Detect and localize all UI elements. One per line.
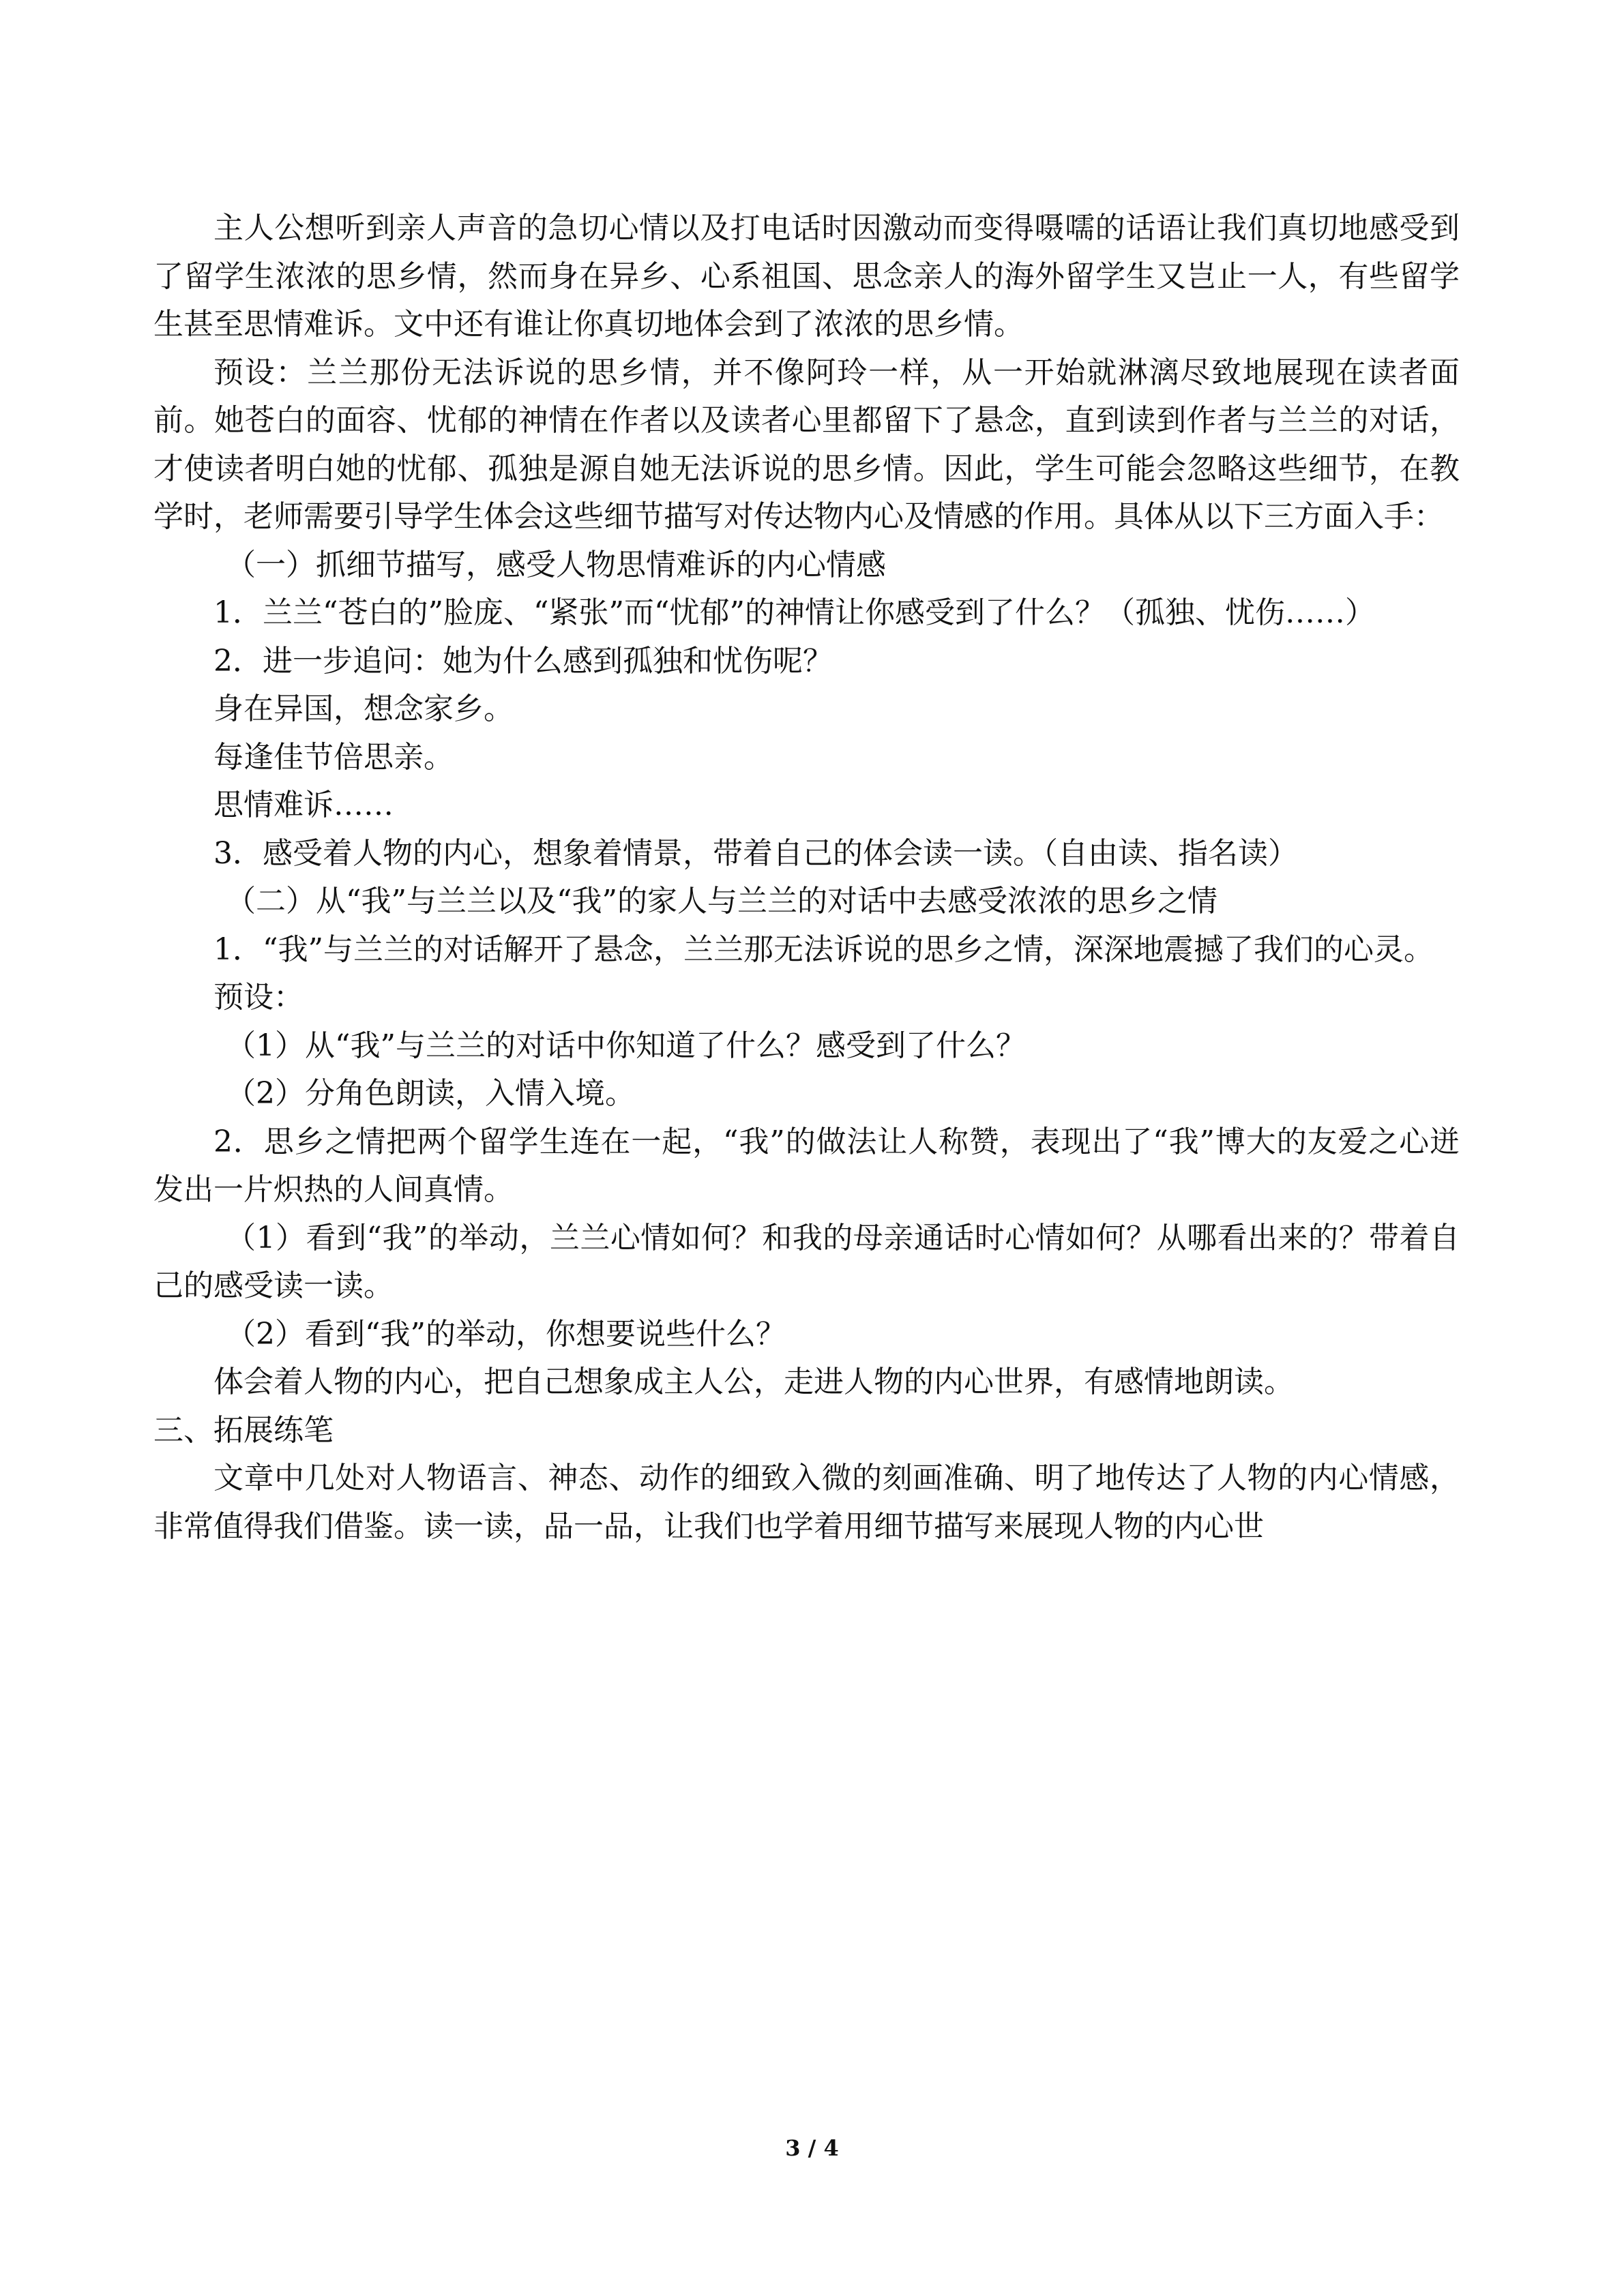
list-item-dialogue-2: 2．思乡之情把两个留学生连在一起，“我”的做法让人称赞，表现出了“我”博大的友爱之心迸发出一片炽热的人间真情。	[153, 1124, 1460, 1207]
paragraph-extension: 文章中几处对人物语言、神态、动作的细致入微的刻画准确、明了地传达了人物的内心情感，非常值得我们借鉴。读一读，品一品，让我们也学着用细节描写来展现人物的内心世	[153, 1461, 1460, 1544]
section-heading-1: （一）抓细节描写，感受人物思情难诉的内心情感	[226, 547, 886, 582]
section-heading-3: 三、拓展练笔	[153, 1412, 334, 1448]
paragraph-preset-lanlan: 预设：兰兰那份无法诉说的思乡情，并不像阿玲一样，从一开始就淋漓尽致地展现在读者面前。她苍白的面容、忧郁的神情在作者以及读者心里都留下了悬念，直到读到作者与兰兰的对话，才使读者明白她的忧郁、孤独是源自她无法诉说的思乡情。因此，学生可能会忽略这些细节，在教学时，老师需要引导学生体会这些细节描写对传达物内心及情感的作用。具体从以下三方面入手：	[153, 355, 1460, 534]
document-body	[153, 205, 1460, 1551]
sub-item-4: （2）看到“我”的举动，你想要说些什么？	[226, 1316, 786, 1352]
section-heading-2: （二）从“我”与兰兰以及“我”的家人与兰兰的对话中去感受浓浓的思乡之情	[226, 884, 1217, 919]
sub-item-1: （1）从“我”与兰兰的对话中你知道了什么？感受到了什么？	[226, 1028, 1026, 1063]
sub-item-2: （2）分角色朗读，入情入境。	[226, 1076, 635, 1111]
list-item-dialogue-1: 1．“我”与兰兰的对话解开了悬念，兰兰那无法诉说的思乡之情，深深地震撼了我们的心灵。	[213, 931, 1434, 967]
answer-line-3: 思情难诉……	[213, 788, 394, 822]
paragraph-intro: 主人公想听到亲人声音的急切心情以及打电话时因激动而变得嗫嚅的话语让我们真切地感受到了留学生浓浓的思乡情，然而身在异乡、心系祖国、思念亲人的海外留学生又岂止一人，有些留学生甚至思情难诉。文中还有谁让你真切地体会到了浓浓的思乡情。	[153, 211, 1460, 342]
list-item-2: 2．进一步追问：她为什么感到孤独和忧伤呢？	[213, 643, 833, 679]
reading-guidance: 体会着人物的内心，把自己想象成主人公，走进人物的内心世界，有感情地朗读。	[213, 1365, 1294, 1399]
answer-line-1: 身在异国，想念家乡。	[213, 691, 514, 726]
list-item-1: 1．兰兰“苍白的”脸庞、“紧张”而“忧郁”的神情让你感受到了什么？（孤独、忧伤……）	[213, 595, 1375, 630]
sub-item-3: （1）看到“我”的举动，兰兰心情如何？和我的母亲通话时心情如何？从哪看出来的？带着自己的感受读一读。	[153, 1220, 1460, 1303]
answer-line-2: 每逢佳节倍思亲。	[213, 739, 454, 775]
preset-label: 预设：	[213, 980, 304, 1015]
page-number: 3 / 4	[785, 2135, 839, 2161]
list-item-3: 3．感受着人物的内心，想象着情景，带着自己的体会读一读。（自由读、指名读）	[213, 835, 1298, 871]
